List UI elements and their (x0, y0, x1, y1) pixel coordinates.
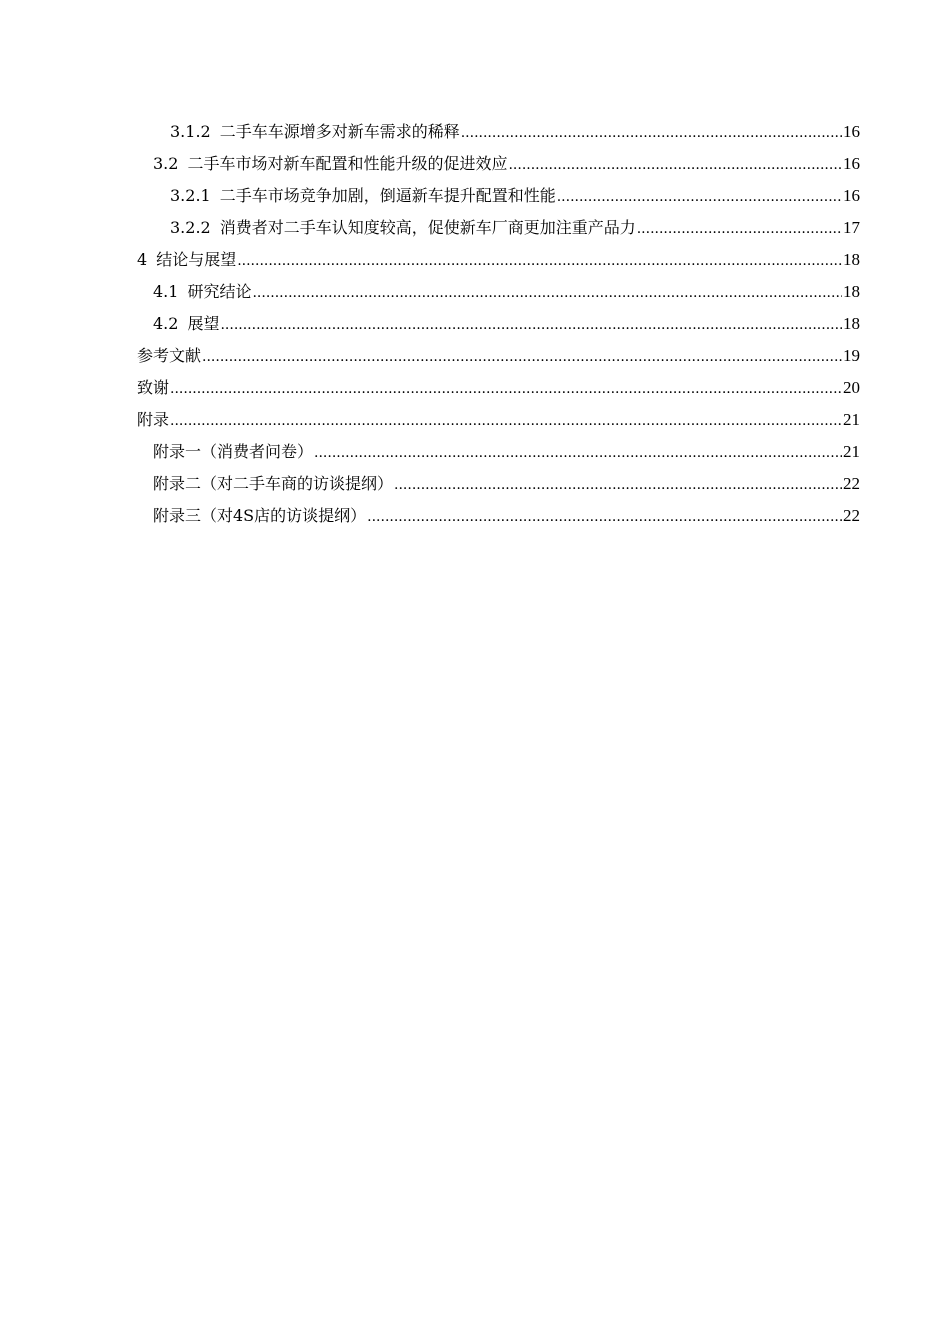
toc-entry-title (137, 244, 236, 276)
toc-entry-4-1[interactable] (137, 276, 860, 308)
toc-entry-number: 3.2 (153, 154, 179, 173)
toc-page-number: 20 (843, 378, 860, 397)
toc-page-number: 21 (843, 442, 860, 461)
toc-entry-title (137, 404, 169, 436)
toc-dot-leader (252, 277, 842, 309)
toc-entry-number: 3.2.1 (170, 186, 211, 205)
toc-page-number: 22 (843, 474, 860, 493)
toc-dot-leader (637, 213, 842, 245)
toc-entry-4-2[interactable] (137, 308, 860, 340)
toc-entry-title (137, 372, 169, 404)
toc-dot-leader (394, 469, 842, 501)
toc-dot-leader (170, 405, 842, 437)
toc-entry-number: 3.1.2 (170, 122, 211, 141)
toc-entry-acknowledgements[interactable] (137, 372, 860, 404)
toc-entry-text: 展望 (187, 314, 220, 333)
toc-entry-appendix-1[interactable] (137, 436, 860, 468)
toc-entry-title (170, 180, 556, 212)
toc-entry-text: 致谢 (137, 378, 170, 397)
toc-entry-text: 二手车市场对新车配置和性能升级的促进效应 (187, 154, 508, 173)
toc-page-number: 16 (843, 154, 860, 173)
toc-entry-title (153, 500, 366, 532)
toc-entry-title (153, 276, 251, 308)
toc-entry-text: 附录一（消费者问卷） (153, 442, 314, 461)
table-of-contents (137, 116, 860, 532)
toc-entry-3-2-1[interactable] (137, 180, 860, 212)
toc-entry-title (153, 308, 219, 340)
toc-dot-leader (202, 341, 842, 373)
toc-entry-title (153, 436, 313, 468)
toc-entry-text: 参考文献 (137, 346, 202, 365)
toc-dot-leader (461, 117, 842, 149)
toc-entry-text: 结论与展望 (156, 250, 237, 269)
toc-dot-leader (557, 181, 842, 213)
toc-page-number: 17 (843, 218, 860, 237)
toc-dot-leader (170, 373, 842, 405)
toc-entry-title (137, 340, 201, 372)
toc-page-number: 18 (843, 250, 860, 269)
toc-page-number: 18 (843, 282, 860, 301)
toc-page-number: 16 (843, 186, 860, 205)
toc-dot-leader (220, 309, 842, 341)
toc-entry-title (153, 148, 507, 180)
toc-entry-appendix-3[interactable] (137, 500, 860, 532)
toc-dot-leader (508, 149, 842, 181)
toc-entry-references[interactable] (137, 340, 860, 372)
toc-entry-text: 附录 (137, 410, 170, 429)
toc-entry-text: 附录三（对4S店的访谈提纲） (153, 506, 367, 525)
toc-entry-number: 4 (137, 250, 148, 269)
toc-entry-text: 消费者对二手车认知度较高，促使新车厂商更加注重产品力 (219, 218, 636, 237)
toc-entry-3-1-2[interactable] (137, 116, 860, 148)
toc-entry-number: 3.2.2 (170, 218, 211, 237)
toc-entry-number: 4.1 (153, 282, 179, 301)
toc-entry-text: 研究结论 (187, 282, 252, 301)
toc-page-number: 21 (843, 410, 860, 429)
toc-entry-appendix-2[interactable] (137, 468, 860, 500)
toc-dot-leader (314, 437, 842, 469)
toc-entry-text: 二手车市场竞争加剧，倒逼新车提升配置和性能 (219, 186, 556, 205)
toc-dot-leader (367, 501, 842, 533)
toc-entry-title (153, 468, 393, 500)
toc-page-number: 18 (843, 314, 860, 333)
toc-entry-3-2[interactable] (137, 148, 860, 180)
toc-page-number: 19 (843, 346, 860, 365)
toc-page-number: 22 (843, 506, 860, 525)
toc-page-number: 16 (843, 122, 860, 141)
toc-entry-3-2-2[interactable] (137, 212, 860, 244)
toc-entry-text: 二手车车源增多对新车需求的稀释 (219, 122, 460, 141)
toc-entry-number: 4.2 (153, 314, 179, 333)
toc-entry-title (170, 212, 636, 244)
toc-entry-title (170, 116, 460, 148)
toc-entry-text: 附录二（对二手车商的访谈提纲） (153, 474, 394, 493)
toc-entry-appendix[interactable] (137, 404, 860, 436)
toc-entry-4[interactable] (137, 244, 860, 276)
toc-dot-leader (237, 245, 842, 277)
